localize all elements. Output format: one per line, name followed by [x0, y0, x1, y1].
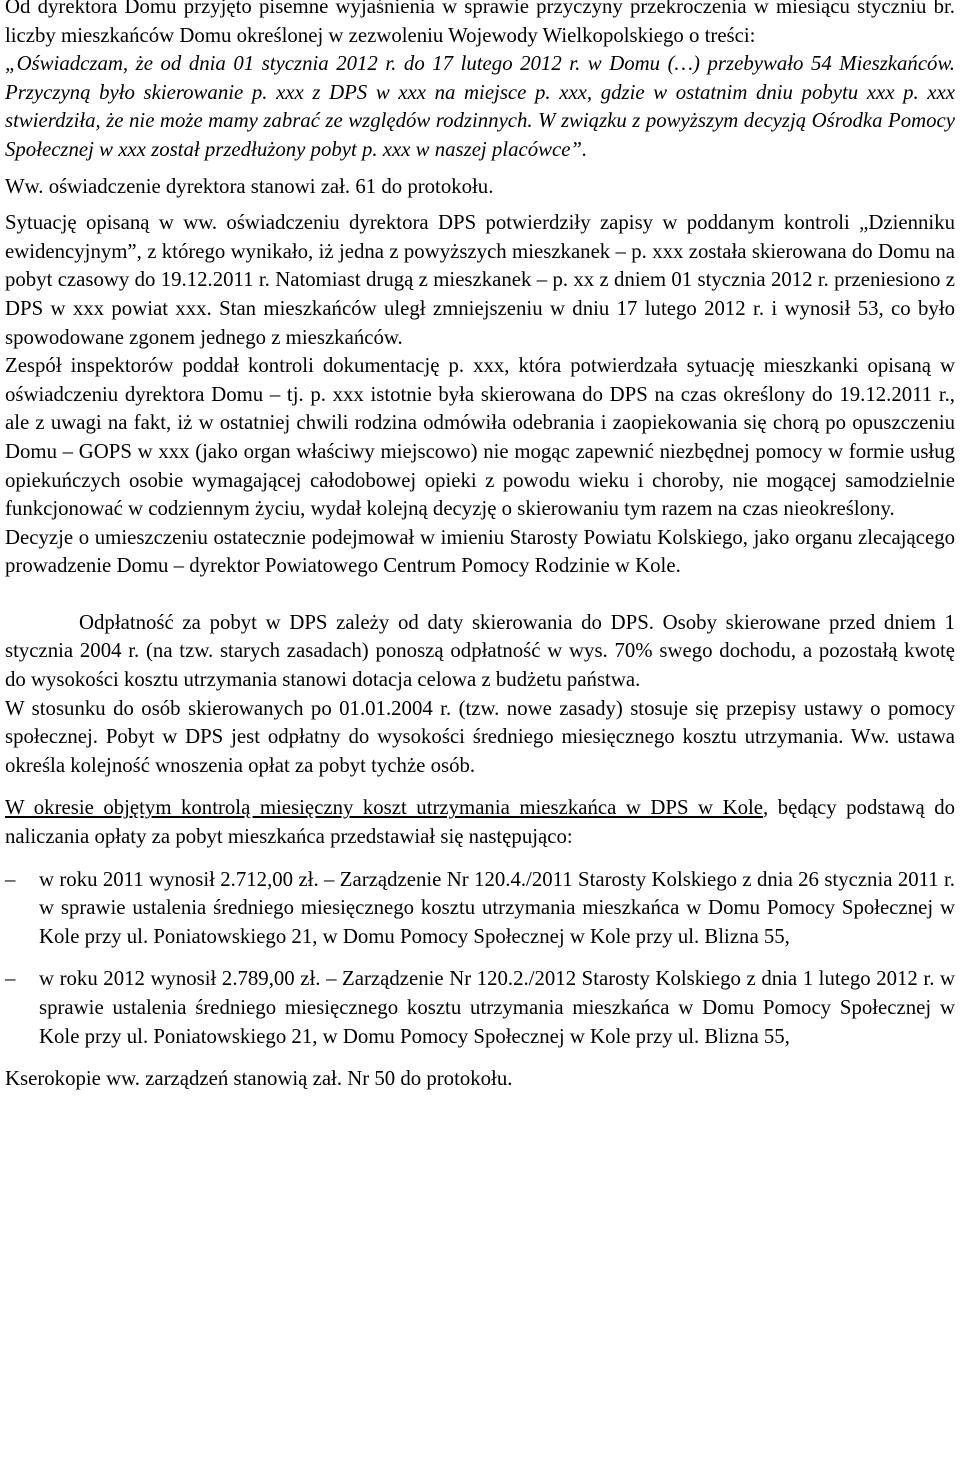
paragraph-intro: Od dyrektora Domu przyjęto pisemne wyjaśnienia w sprawie przyczyny przekroczenia w miesiącu styczniu br. liczby mieszkańców Domu określonej w zezwoleniu Wojewody Wielkopolskiego o treści: [5, 0, 955, 47]
quoted-statement: „Oświadczam, że od dnia 01 stycznia 2012 r. do 17 lutego 2012 r. w Domu (…) przebywało 54 Mieszkańców. Przyczyną było skierowanie p. xxx z DPS w xxx na miejsce p. xxx, gdzie w ostatnim dniu pobytu xxx p. xxx stwierdziła, że nie może mamy zabrać ze względów rodzinnych. W związku z powyższym decyzją Ośrodka Pomocy Społecznej w xxx został przedłużony pobyt p. xxx w naszej placówce”. [5, 52, 955, 161]
paragraph-fees-old: Odpłatność za pobyt w DPS zależy od daty skierowania do DPS. Osoby skierowane przed dniem 1 stycznia 2004 r. (na tzw. starych zasadach) ponoszą odpłatność w wys. 70% swego dochodu, a pozostałą kwotę do wysokości kosztu utrzymania stanowi dotacja celowa z budżetu państwa. [5, 610, 955, 692]
paragraph-inspection: Zespół inspektorów poddał kontroli dokumentację p. xxx, która potwierdzała sytuację mieszkanki opisaną w oświadczeniu dyrektora Domu – tj. p. xxx istotnie była skierowana do DPS na czas określony do 19.12.2011 r., ale z uwagi na fakt, iż w ostatniej chwili rodzina odmówiła odebrania i zaopiekowania się chorą po opuszczeniu Domu – GOPS w xxx (jako organ właściwy miejscowo) nie mogąc zapewnić niezbędnej pomocy w formie usług opiekuńczych osobie wymagającej całodobowej opieki z powodu wieku i choroby, nie mogącej samodzielnie funkcjonować w codziennym życiu, wydał kolejną decyzję o skierowaniu tym razem na czas nieokreślony. [5, 354, 955, 521]
cost-item-2011: – w roku 2011 wynosił 2.712,00 zł. – Zarządzenie Nr 120.4./2011 Starosty Kolskiego z dnia 26 stycznia 2011 r. w sprawie ustalenia średniego miesięcznego kosztu utrzymania mieszkańca w Domu Pomocy Społecznej w Kole przy ul. Poniatowskiego 21, w Domu Pomocy Społecznej w Kole przy ul. Blizna 55, [5, 866, 955, 952]
cost-list [5, 866, 955, 1052]
paragraph-cost-intro [5, 794, 955, 851]
cost-item-2012: – w roku 2012 wynosił 2.789,00 zł. – Zarządzenie Nr 120.2./2012 Starosty Kolskiego z dnia 1 lutego 2012 r. w sprawie ustalenia średniego miesięcznego kosztu utrzymania mieszkańca w Domu Pomocy Społecznej w Kole przy ul. Poniatowskiego 21, w Domu Pomocy Społecznej w Kole przy ul. Blizna 55, [5, 965, 955, 1051]
paragraph-fees-new: W stosunku do osób skierowanych po 01.01.2004 r. (tzw. nowe zasady) stosuje się przepisy ustawy o pomocy społecznej. Pobyt w DPS jest odpłatny do wysokości średniego miesięcznego kosztu utrzymania. Ww. ustawa określa kolejność wnoszenia opłat za pobyt tychże osób. [5, 696, 955, 777]
paragraph-attachment-61: Ww. oświadczenie dyrektora stanowi zał. 61 do protokołu. [5, 174, 494, 198]
cost-intro-rest: , będący podstawą do naliczania opłaty za pobyt mieszkańca przedstawiał się następująco: [5, 796, 955, 849]
document-page [5, 0, 955, 1094]
cost-intro-underlined: W okresie objętym kontrolą miesięczny koszt utrzymania mieszkańca w DPS w Kole [5, 796, 764, 820]
paragraph-closing: Kserokopie ww. zarządzeń stanowią zał. Nr 50 do protokołu. [5, 1067, 513, 1091]
paragraph-decisions: Decyzje o umieszczeniu ostatecznie podejmował w imieniu Starosty Powiatu Kolskiego, jako organu zlecającego prowadzenie Domu – dyrektor Powiatowego Centrum Pomocy Rodzinie w Kole. [5, 525, 955, 578]
paragraph-situation: Sytuację opisaną w ww. oświadczeniu dyrektora DPS potwierdziły zapisy w poddanym kontroli „Dzienniku ewidencyjnym”, z którego wynikało, iż jedna z powyższych mieszkanek – p. xxx została skierowana do Domu na pobyt czasowy do 19.12.2011 r. Natomiast drugą z mieszkanek – p. xx z dniem 01 stycznia 2012 r. przeniesiono z DPS w xxx powiat xxx. Stan mieszkańców uległ zmniejszeniu w dniu 17 lutego 2012 r. i wynosił 53, co było spowodowane zgonem jednego z mieszkańców. [5, 211, 955, 349]
